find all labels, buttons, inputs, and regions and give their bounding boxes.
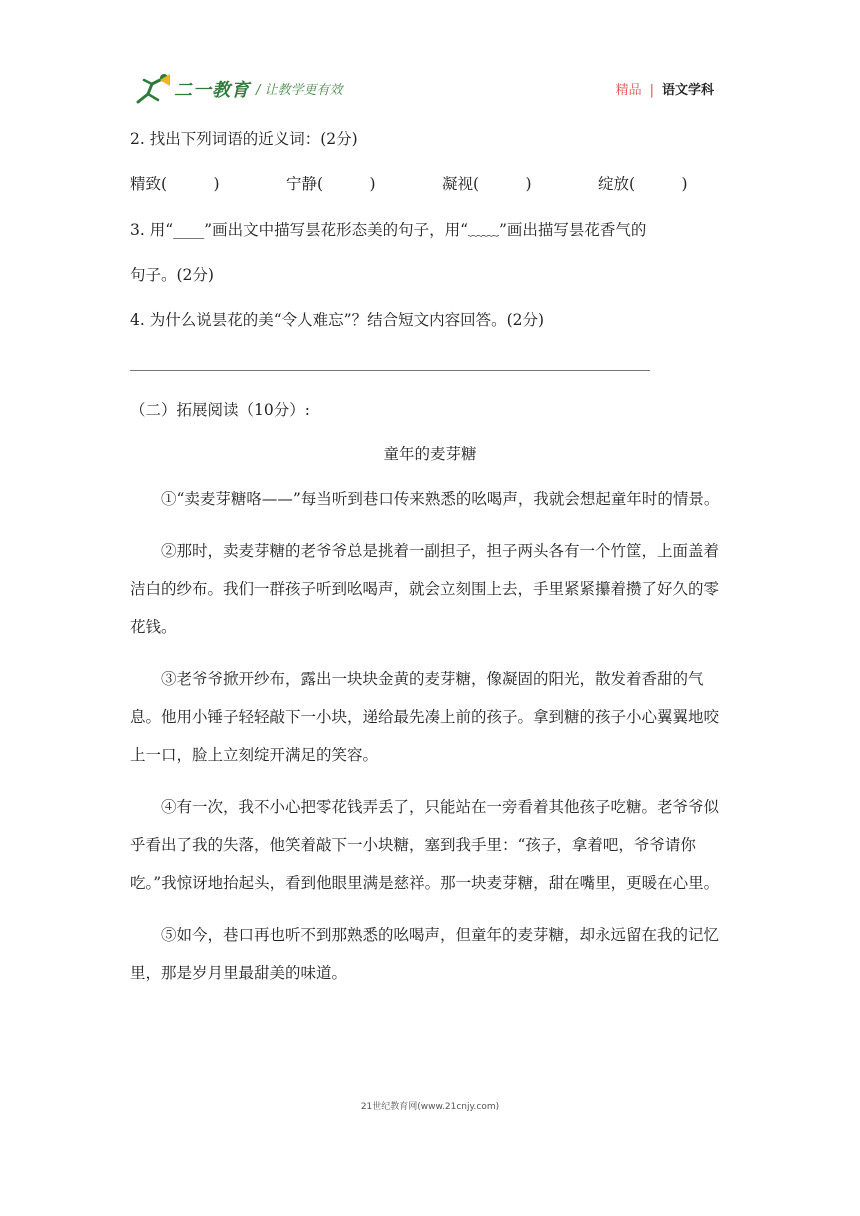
question-4: 4. 为什么说昙花的美“令人难忘”？结合短文内容回答。(2分) <box>130 311 545 329</box>
section-heading: （二）拓展阅读（10分）: <box>130 401 310 419</box>
answer-line <box>130 370 650 371</box>
passage-title: 童年的麦芽糖 <box>383 445 477 463</box>
header-subject <box>616 79 714 98</box>
question-3-line-1: 3. 用“____”画出文中描写昙花形态美的句子，用“﹏﹏”画出描写昙花香气的 <box>130 221 647 239</box>
paragraph: ②那时，卖麦芽糖的老爷爷总是挑着一副担子，担子两头各有一个竹筐，上面盖着洁白的纱布。我们一群孩子听到吆喝声，就会立刻围上去，手里紧紧攥着攒了好久的零花钱。 <box>130 542 720 636</box>
synonym-item: 精致( ) <box>130 175 220 193</box>
synonym-item: 绽放( ) <box>598 175 688 193</box>
premium-label: 精品 <box>615 83 642 98</box>
paragraph: ①“卖麦芽糖咯——”每当听到巷口传来熟悉的吆喝声，我就会想起童年时的情景。 <box>161 490 720 508</box>
slogan: / 让教学更有效 <box>256 83 343 98</box>
synonym-item: 宁静( ) <box>286 175 376 193</box>
subject-label: 语文学科 <box>661 83 714 98</box>
paragraph: ③老爷爷掀开纱布，露出一块块金黄的麦芽糖，像凝固的阳光，散发着香甜的气息。他用小锤子轻轻敲下一小块，递给最先凑上前的孩子。拿到糖的孩子小心翼翼地咬上一口，脸上立刻绽开满足的笑容。 <box>130 670 720 764</box>
question-2: 2. 找出下列词语的近义词：(2分) <box>130 130 358 148</box>
header-separator: | <box>649 83 654 98</box>
passage-body <box>130 480 730 992</box>
logo-text: 二一教育 <box>174 80 250 101</box>
paragraph: ④有一次，我不小心把零花钱弄丢了，只能站在一旁看着其他孩子吃糖。老爷爷似乎看出了我的失落，他笑着敲下一小块糖，塞到我手里：“孩子，拿着吧，爷爷请你吃。”我惊讶地抬起头，看到他眼里满是慈祥。那一块麦芽糖，甜在嘴里，更暖在心里。 <box>130 798 720 892</box>
page-header <box>134 70 734 110</box>
synonym-item: 凝视( ) <box>442 175 532 193</box>
page-footer: 21世纪教育网(www.21cnjy.com) <box>360 1102 500 1112</box>
paragraph: ⑤如今，巷口再也听不到那熟悉的吆喝声，但童年的麦芽糖，却永远留在我的记忆里，那是岁月里最甜美的味道。 <box>130 926 720 982</box>
question-3-line-2: 句子。(2分) <box>130 266 214 284</box>
